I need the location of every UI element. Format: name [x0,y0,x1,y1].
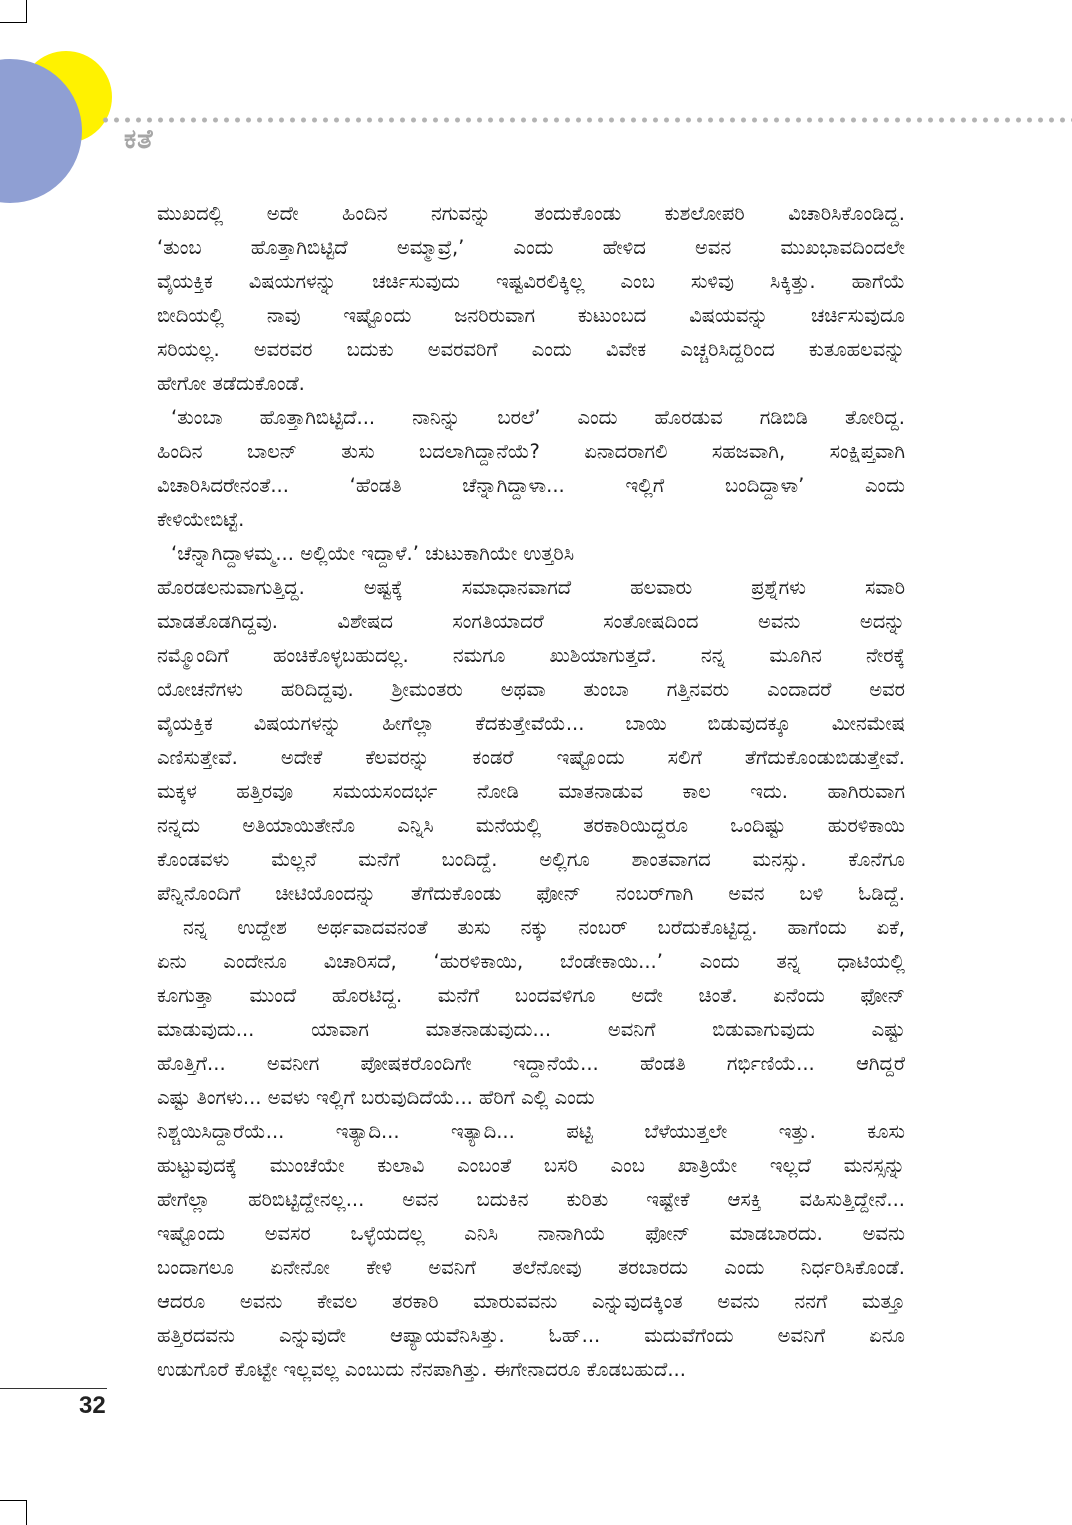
dotted-divider [100,116,1072,124]
text-line: ನಿಶ್ಚಯಿಸಿದ್ದಾರೆಯೆ... ಇತ್ಯಾದಿ... ಇತ್ಯಾದಿ... ಪಟ್ಟಿ ಬೆಳೆಯುತ್ತಲೇ ಇತ್ತು. ಕೂಸು [157,1120,905,1143]
crop-mark-bottom-left-h [0,1500,27,1501]
text-line: ‘ಚೆನ್ನಾಗಿದ್ದಾಳಮ್ಮ... ಅಲ್ಲಿಯೇ ಇದ್ದಾಳೆ.’ ಚುಟುಕಾಗಿಯೇ ಉತ್ತರಿಸಿ [171,542,575,565]
text-line: ‘ತುಂಬಾ ಹೊತ್ತಾಗಿಬಿಟ್ಟಿದೆ... ನಾನಿನ್ನು ಬರಲೆ’ ಎಂದು ಹೊರಡುವ ಗಡಿಬಿಡಿ ತೋರಿದ್ದ. [171,406,905,429]
decorative-circles [0,0,120,210]
text-line: ಎಣಿಸುತ್ತೇವೆ. ಅದೇಕೆ ಕೆಲವರನ್ನು ಕಂಡರೆ ಇಷ್ಟೊಂದು ಸಲಿಗೆ ತೆಗೆದುಕೊಂಡುಬಿಡುತ್ತೇವೆ. [157,746,905,769]
paragraph [157,197,905,401]
text-line: ಕೂಗುತ್ತಾ ಮುಂದೆ ಹೊರಟಿದ್ದ. ಮನೆಗೆ ಬಂದವಳಿಗೂ ಅದೇ ಚಿಂತೆ. ಏನೆಂದು ಫೋನ್ [157,984,905,1007]
text-line: ಎಷ್ಟು ತಿಂಗಳು... ಅವಳು ಇಲ್ಲಿಗೆ ಬರುವುದಿದೆಯೆ... ಹೆರಿಗೆ ಎಲ್ಲಿ ಎಂದು [157,1086,595,1109]
page-number: 32 [79,1392,106,1419]
text-line: ಹೊರಡಲನುವಾಗುತ್ತಿದ್ದ. ಅಷ್ಟಕ್ಕೆ ಸಮಾಧಾನವಾಗದೆ ಹಲವಾರು ಪ್ರಶ್ನೆಗಳು ಸವಾರಿ [157,576,905,599]
text-line: ಬೀದಿಯಲ್ಲಿ ನಾವು ಇಷ್ಟೊಂದು ಜನರಿರುವಾಗ ಕುಟುಂಬದ ವಿಷಯವನ್ನು ಚರ್ಚಿಸುವುದೂ [157,304,905,327]
text-line: ಇಷ್ಟೊಂದು ಅವಸರ ಒಳ್ಳೆಯದಲ್ಲ ಎನಿಸಿ ನಾನಾಗಿಯೆ ಫೋನ್ ಮಾಡಬಾರದು. ಅವನು [157,1222,905,1245]
text-line: ಮುಖದಲ್ಲಿ ಅದೇ ಹಿಂದಿನ ನಗುವನ್ನು ತಂದುಕೊಂಡು ಕುಶಲೋಪರಿ ವಿಚಾರಿಸಿಕೊಂಡಿದ್ದ. [157,202,905,225]
text-line: ಕೇಳಿಯೇಬಿಟ್ಟೆ. [157,508,245,531]
text-line: ನನ್ನ ಉದ್ದೇಶ ಅರ್ಥವಾದವನಂತೆ ತುಸು ನಕ್ಕು ನಂಬರ್ ಬರೆದುಕೊಟ್ಟಿದ್ದ. ಹಾಗೆಂದು ಏಕೆ, [183,916,905,939]
text-line: ಹಿಂದಿನ ಬಾಲನ್ ತುಸು ಬದಲಾಗಿದ್ದಾನೆಯೆ? ಏನಾದರಾಗಲಿ ಸಹಜವಾಗಿ, ಸಂಕ್ಷಿಪ್ತವಾಗಿ [157,440,905,463]
text-line: ಮಕ್ಕಳ ಹತ್ತಿರವೂ ಸಮಯಸಂದರ್ಭ ನೋಡಿ ಮಾತನಾಡುವ ಕಾಲ ಇದು. ಹಾಗಿರುವಾಗ [157,780,905,803]
text-line: ಹೇಗೋ ತಡೆದುಕೊಂಡೆ. [157,372,305,395]
footer-rule [0,1388,107,1389]
text-line: ಹತ್ತಿರದವನು ಎನ್ನುವುದೇ ಆಪ್ಯಾಯವೆನಿಸಿತ್ತು. ಓಹ್... ಮದುವೆಗೆಂದು ಅವನಿಗೆ ಏನೂ [157,1324,905,1347]
text-line: ವೈಯಕ್ತಿಕ ವಿಷಯಗಳನ್ನು ಚರ್ಚಿಸುವುದು ಇಷ್ಟವಿರಲಿಕ್ಕಿಲ್ಲ ಎಂಬ ಸುಳಿವು ಸಿಕ್ಕಿತ್ತು. ಹಾಗೆಯೆ [157,270,905,293]
text-line: ಹುಟ್ಟುವುದಕ್ಕೆ ಮುಂಚೆಯೇ ಕುಲಾವಿ ಎಂಬಂತೆ ಬಸರಿ ಎಂಬ ಖಾತ್ರಿಯೇ ಇಲ್ಲದೆ ಮನಸ್ಸನ್ನು [157,1154,905,1177]
text-line: ಬಂದಾಗಲೂ ಏನೇನೋ ಕೇಳಿ ಅವನಿಗೆ ತಲೆನೋವು ತರಬಾರದು ಎಂದು ನಿರ್ಧರಿಸಿಕೊಂಡೆ. [157,1256,905,1279]
text-line: ವಿಚಾರಿಸಿದರೇನಂತೆ... ‘ಹೆಂಡತಿ ಚೆನ್ನಾಗಿದ್ದಾಳಾ... ಇಲ್ಲಿಗೆ ಬಂದಿದ್ದಾಳಾ’ ಎಂದು [157,474,905,497]
text-line: ಹೇಗೆಲ್ಲಾ ಹರಿಬಿಟ್ಟಿದ್ದೇನಲ್ಲ... ಅವನ ಬದುಕಿನ ಕುರಿತು ಇಷ್ಟೇಕೆ ಆಸಕ್ತಿ ವಹಿಸುತ್ತಿದ್ದೇನೆ... [157,1188,905,1211]
text-line: ನನ್ನದು ಅತಿಯಾಯಿತೇನೊ ಎನ್ನಿಸಿ ಮನೆಯಲ್ಲಿ ತರಕಾರಿಯಿದ್ದರೂ ಒಂದಿಷ್ಟು ಹುರಳಿಕಾಯಿ [157,814,905,837]
crop-mark-bottom-left-v [26,1500,27,1525]
text-line: ಉಡುಗೊರೆ ಕೊಟ್ಟೇ ಇಲ್ಲವಲ್ಲ ಎಂಬುದು ನೆನಪಾಗಿತ್ತು. ಈಗೇನಾದರೂ ಕೊಡಬಹುದೆ... [157,1358,686,1381]
text-line: ಮಾಡತೊಡಗಿದ್ದವು. ವಿಶೇಷದ ಸಂಗತಿಯಾದರೆ ಸಂತೋಷದಿಂದ ಅವನು ಅದನ್ನು [157,610,905,633]
text-line: ‘ತುಂಬ ಹೊತ್ತಾಗಿಬಿಟ್ಟಿದೆ ಅಮ್ಮಾವ್ರೆ,’ ಎಂದು ಹೇಳಿದ ಅವನ ಮುಖಭಾವದಿಂದಲೇ [157,236,905,259]
paragraph [157,537,905,911]
paragraph [157,911,905,1387]
story-text [157,197,905,1387]
text-line: ಏನು ಎಂದೇನೂ ವಿಚಾರಿಸದೆ, ‘ಹುರಳಿಕಾಯಿ, ಬೆಂಡೇಕಾಯಿ...’ ಎಂದು ತನ್ನ ಧಾಟಿಯಲ್ಲಿ [157,950,905,973]
paragraph [157,401,905,537]
text-line: ಯೋಚನೆಗಳು ಹರಿದಿದ್ದವು. ಶ್ರೀಮಂತರು ಅಥವಾ ತುಂಬಾ ಗತ್ತಿನವರು ಎಂದಾದರೆ ಅವರ [157,678,905,701]
text-line: ವೈಯಕ್ತಿಕ ವಿಷಯಗಳನ್ನು ಹೀಗೆಲ್ಲಾ ಕೆದಕುತ್ತೇವೆಯೆ... ಬಾಯಿ ಬಿಡುವುದಕ್ಕೂ ಮೀನಮೇಷ [157,712,905,735]
section-label: ಕತೆ [124,124,154,155]
text-line: ಪೆನ್ನಿನೊಂದಿಗೆ ಚೀಟಿಯೊಂದನ್ನು ತೆಗೆದುಕೊಂಡು ಫೋನ್ ನಂಬರ್‌ಗಾಗಿ ಅವನ ಬಳಿ ಓಡಿದ್ದೆ. [157,882,905,905]
text-line: ಸರಿಯಲ್ಲ. ಅವರವರ ಬದುಕು ಅವರವರಿಗೆ ಎಂದು ವಿವೇಕ ಎಚ್ಚರಿಸಿದ್ದರಿಂದ ಕುತೂಹಲವನ್ನು [157,338,905,361]
text-line: ಹೊತ್ತಿಗೆ... ಅವನೀಗ ಪೋಷಕರೊಂದಿಗೇ ಇದ್ದಾನೆಯೆ... ಹೆಂಡತಿ ಗರ್ಭಿಣಿಯೆ... ಆಗಿದ್ದರೆ [157,1052,905,1075]
text-line: ಕೊಂಡವಳು ಮೆಲ್ಲನೆ ಮನೆಗೆ ಬಂದಿದ್ದೆ. ಅಲ್ಲಿಗೂ ಶಾಂತವಾಗದ ಮನಸ್ಸು. ಕೊನೆಗೂ [157,848,905,871]
text-line: ನಮ್ಮೊಂದಿಗೆ ಹಂಚಿಕೊಳ್ಳಬಹುದಲ್ಲ. ನಮಗೂ ಖುಶಿಯಾಗುತ್ತದೆ. ನನ್ನ ಮೂಗಿನ ನೇರಕ್ಕೆ [157,644,905,667]
text-line: ಮಾಡುವುದು... ಯಾವಾಗ ಮಾತನಾಡುವುದು... ಅವನಿಗೆ ಬಿಡುವಾಗುವುದು ಎಷ್ಟು [157,1018,905,1041]
text-line: ಆದರೂ ಅವನು ಕೇವಲ ತರಕಾರಿ ಮಾರುವವನು ಎನ್ನುವುದಕ್ಕಿಂತ ಅವನು ನನಗೆ ಮತ್ತೂ [157,1290,905,1313]
